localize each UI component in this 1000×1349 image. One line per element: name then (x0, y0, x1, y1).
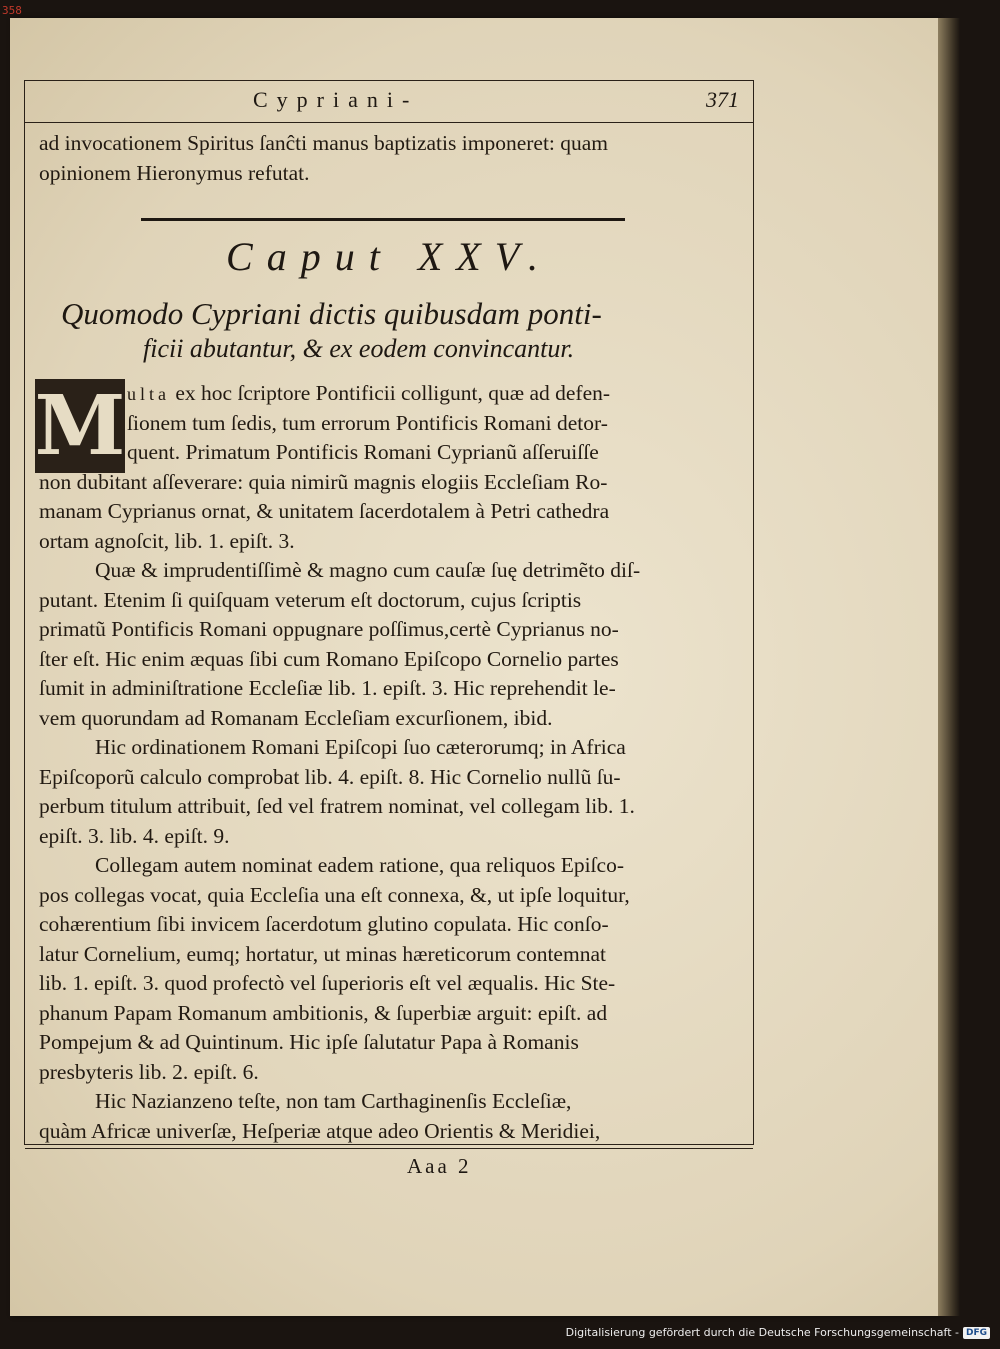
footer-text: Digitalisierung gefördert durch die Deutsche Forschungsgemeinschaft - (565, 1326, 959, 1339)
text-line: Epiſcoporũ calculo comprobat lib. 4. epiſt. 8. Hic Cornelio nullũ ſu- (39, 764, 621, 789)
text-line: Pompejum & ad Quintinum. Hic ipſe ſalutatur Papa à Romanis (39, 1030, 579, 1054)
initial-letter: M (34, 378, 126, 474)
text-line: manam Cyprianus ornat, & unitatem ſacerdotalem à Petri cathedra (39, 499, 610, 523)
first-paragraph (39, 379, 739, 556)
text-line: Hic ordinationem Romani Epiſcopi ſuo cæterorumq; in Africa (95, 735, 626, 759)
text-line: primatũ Pontificis Romani oppugnare poſſimus,certè Cyprianus no- (39, 617, 619, 641)
chapter-heading: Caput XXV. (226, 234, 552, 279)
dfg-footer (566, 1326, 990, 1339)
text-line: non dubitant aſſeverare: quia nimirũ magnis elogiis Eccleſiam Ro- (39, 469, 608, 494)
head-rule (25, 122, 753, 123)
paragraph (39, 556, 739, 1146)
dfg-logo: DFG (963, 1327, 990, 1339)
foot-rule (25, 1148, 753, 1149)
opening-text (39, 129, 739, 188)
text-frame (24, 80, 754, 1178)
text-line: ulta ex hoc ſcriptore Pontificii colligunt, quæ ad defen- (127, 381, 611, 405)
text-line: vem quorundam ad Romanam Eccleſiam excurſionem, ibid. (39, 705, 553, 730)
text-line: quàm Africæ univerſæ, Heſperiæ atque adeo Orientis & Meridiei, (39, 1118, 601, 1143)
running-head (25, 81, 753, 123)
text-line: lib. 1. epiſt. 3. quod profectò vel ſuperioris eſt vel æqualis. Hic Ste- (39, 971, 616, 995)
text-line: ſionem tum ſedis, tum errorum Pontificis Romani detor- (127, 410, 608, 435)
text-line: ortam agnoſcit, lib. 1. epiſt. 3. (39, 528, 295, 553)
text-line: putant. Etenim ſi quiſquam veterum eſt doctorum, cujus ſcriptis (39, 587, 582, 612)
page-edge (938, 18, 960, 1316)
text-line: ſumit in adminiſtratione Eccleſiæ lib. 1. epiſt. 3. Hic reprehendit le- (39, 676, 616, 700)
text-line: latur Cornelium, eumq; hortatur, ut minas hæreticorum contemnat (39, 941, 606, 966)
chapter-title-line: ficii abutantur, & ex eodem convincantur. (143, 334, 575, 363)
text-line: Hic Nazianzeno teſte, non tam Carthaginenſis Eccleſiæ, (95, 1089, 572, 1113)
text-line: cohærentium ſibi invicem ſacerdotum glutino copulata. Hic conſo- (39, 912, 609, 936)
text-line: presbyteris lib. 2. epiſt. 6. (39, 1059, 259, 1084)
text-line: perbum titulum attribuit, ſed vel fratrem nominat, vel collegam lib. 1. (39, 794, 635, 818)
text-line: ſter eſt. Hic enim æquas ſibi cum Romano Epiſcopo Cornelio partes (39, 646, 619, 671)
section-separator (141, 218, 625, 221)
text-line: Collegam autem nominat eadem ratione, qua reliquos Epiſco- (95, 853, 624, 877)
text-line: ad invocationem Spiritus ſanĉti manus baptizatis imponeret: quam (39, 131, 609, 155)
text-line: epiſt. 3. lib. 4. epiſt. 9. (39, 823, 230, 848)
running-title: Cypriani- (253, 87, 419, 112)
chapter-title-line: Quomodo Cypriani dictis quibusdam ponti- (61, 296, 602, 331)
small-caps-word: ulta (127, 384, 170, 404)
folio-number: 371 (706, 87, 739, 112)
text-line: pos collegas vocat, quia Eccleſia una eſt connexa, &, ut ipſe loquitur, (39, 882, 630, 907)
text-line: opinionem Hieronymus refutat. (39, 160, 310, 185)
signature-mark: Aaa 2 (407, 1154, 472, 1178)
chapter-title (25, 296, 753, 364)
text-line: Quæ & imprudentiſſimè & magno cum cauſæ ſuę detrimẽto diſ- (95, 558, 641, 582)
text-line: phanum Papam Romanum ambitionis, & ſuperbiæ arguit: epiſt. ad (39, 1000, 608, 1025)
text-line: quent. Primatum Pontificis Romani Cyprianũ aſſeruiſſe (127, 440, 599, 464)
corner-page-mark: 358 (2, 4, 22, 17)
